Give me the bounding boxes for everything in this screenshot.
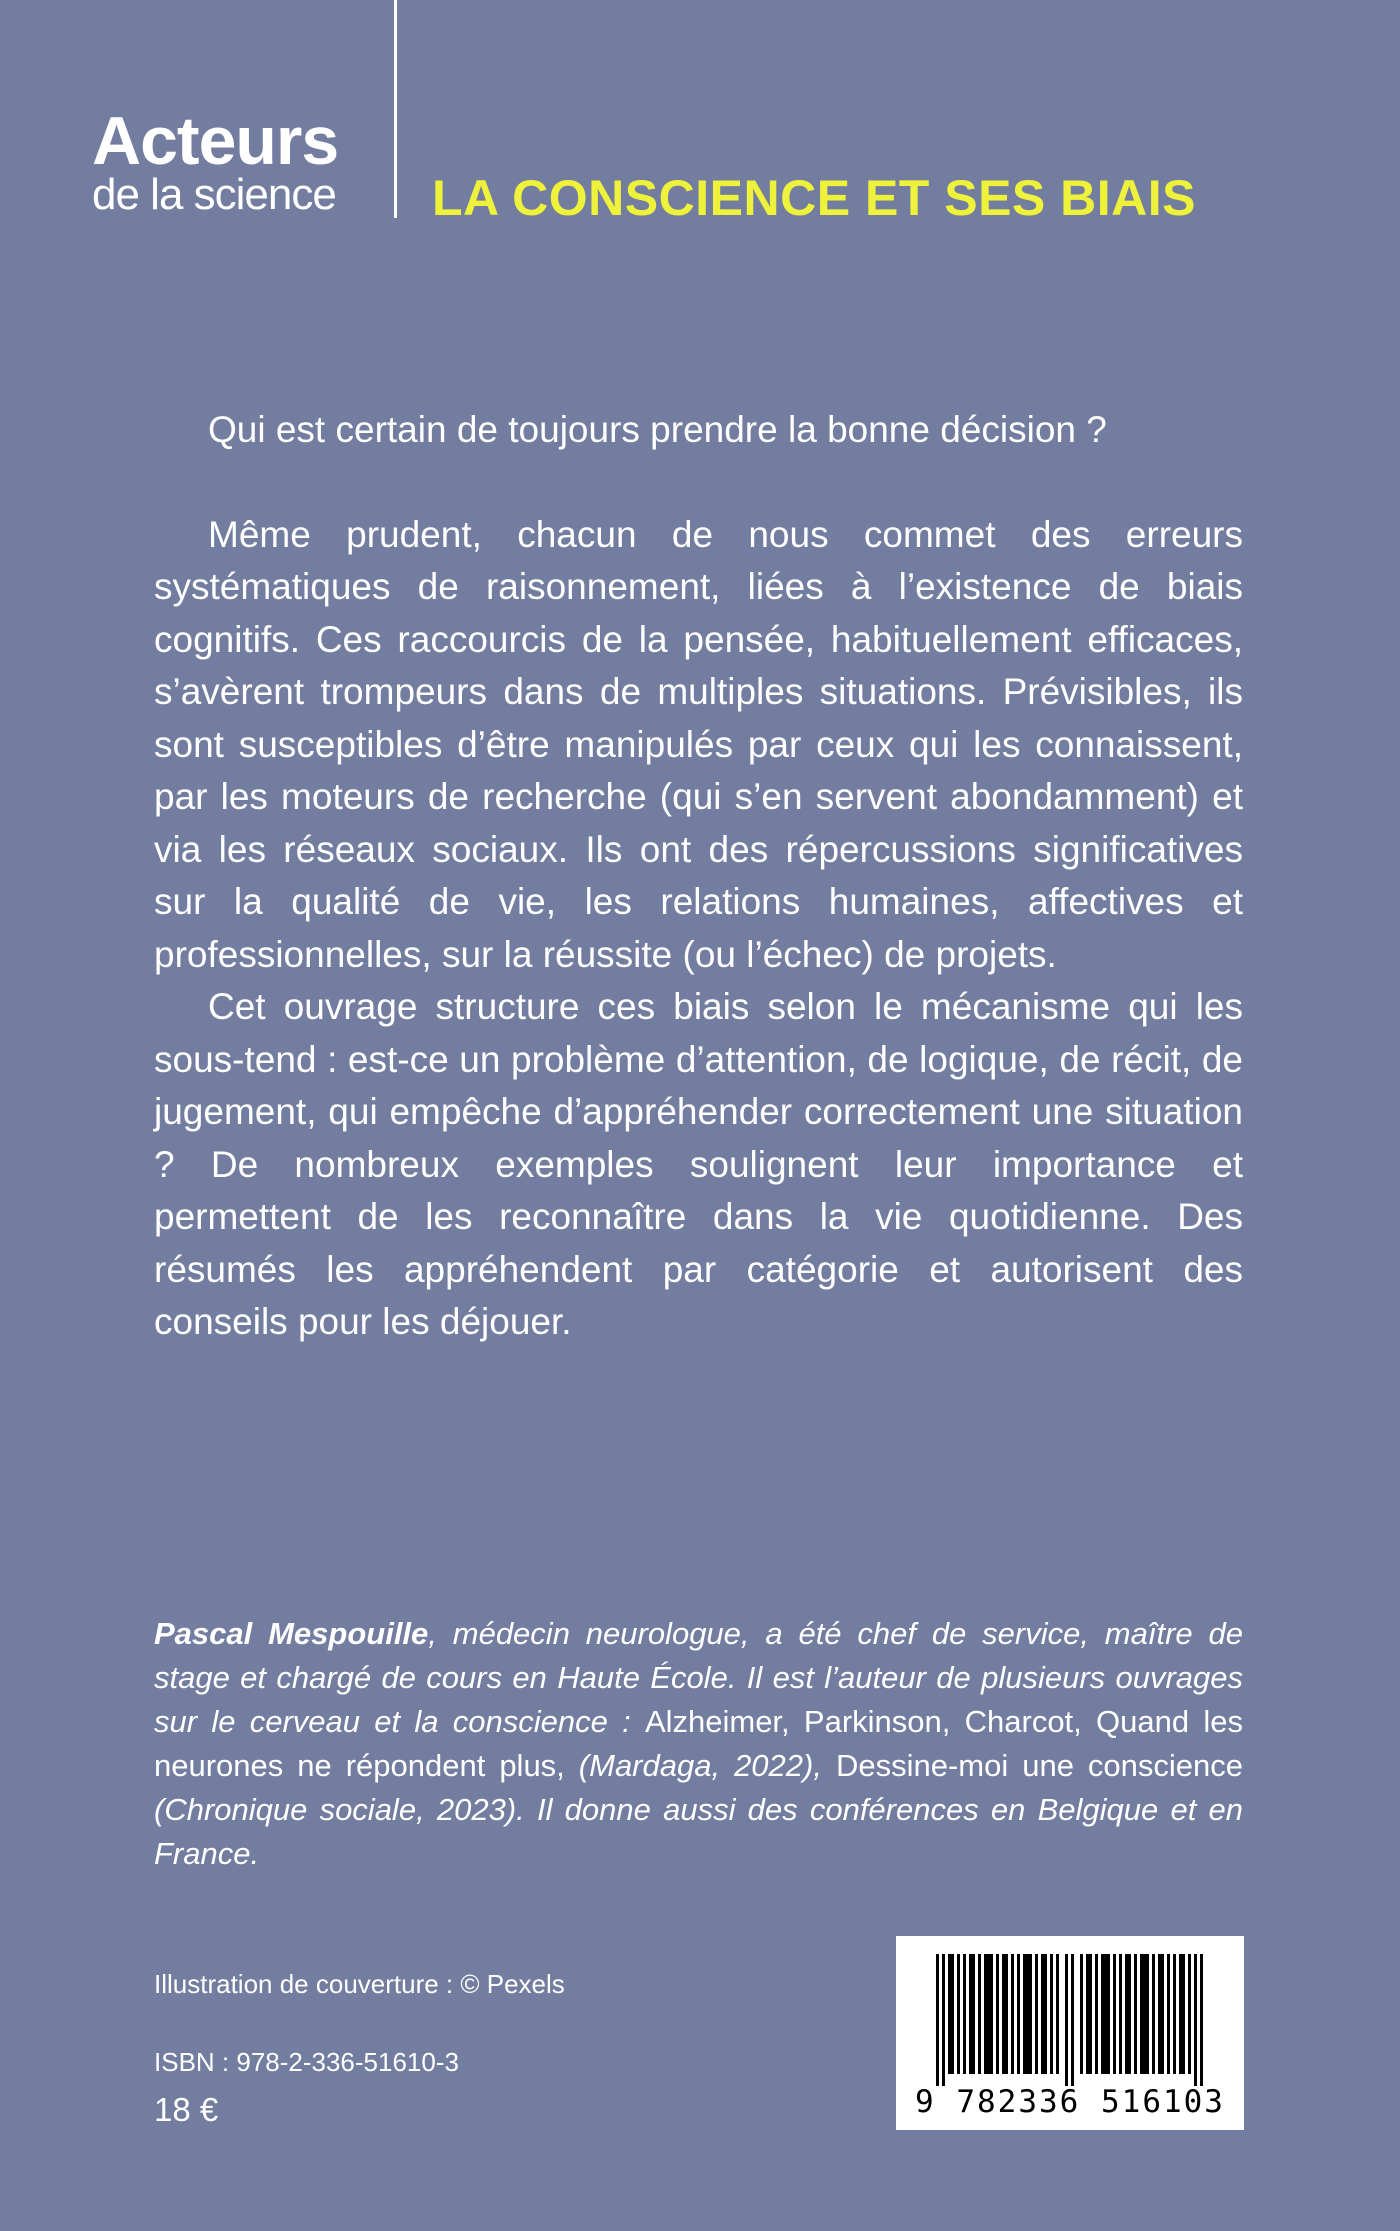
series-subtitle: de la science bbox=[92, 170, 336, 219]
barcode bbox=[896, 1936, 1244, 2130]
barcode-digits: 9 782336 516103 bbox=[915, 2084, 1225, 2120]
author-publisher-1: (Mardaga, 2022), bbox=[564, 1748, 836, 1783]
barcode-bars-icon bbox=[898, 1938, 1242, 2088]
isbn: ISBN : 978-2-336-51610-3 bbox=[154, 2047, 459, 2077]
author-name: Pascal Mespouille bbox=[154, 1616, 429, 1651]
author-bio-2: (Chronique sociale, 2023). Il donne aussi des conférences en Belgique et en France. bbox=[154, 1792, 1243, 1871]
cover-credit: Illustration de couverture : © Pexels bbox=[154, 1969, 565, 1999]
author-bio-1: , médecin neurologue, a été chef de service, maître de stage et chargé de cours en Haute École. Il est l’auteur de plusieurs ouvrages sur le cerveau et la conscience : bbox=[154, 1616, 1243, 1739]
blurb-question: Qui est certain de toujours prendre la bonne décision ? bbox=[208, 409, 1107, 450]
author-book-1: Alzheimer, Parkinson, Charcot, Quand les neurones ne répondent plus, bbox=[154, 1704, 1243, 1783]
author-book-2: Dessine-moi une conscience bbox=[835, 1748, 1244, 1783]
blurb-paragraph-2: Cet ouvrage structure ces biais selon le mécanisme qui les sous-tend : est-ce un problème d’attention, de logique, de récit, de jugement, qui empêche d’appréhender correctement une situation ? De nombreux exemples soulignent leur importance et permettent de les reconnaître dans la vie quotidienne. Des résumés les appréhendent par catégorie et autorisent des conseils pour les déjouer. bbox=[154, 986, 1243, 1342]
header-divider bbox=[394, 0, 397, 218]
blurb bbox=[154, 404, 1243, 1349]
blurb-paragraph-1: Même prudent, chacun de nous commet des erreurs systématiques de raisonnement, liées à l’existence de biais cognitifs. Ces raccourcis de la pensée, habituellement efficaces, s’avèrent trompeurs dans de multiples situations. Prévisibles, ils sont susceptibles d’être manipulés par ceux qui les connaissent, par les moteurs de recherche (qui s’en servent abondamment) et via les réseaux sociaux. Ils ont des répercussions significatives sur la qualité de vie, les relations humaines, affectives et professionnelles, sur la réussite (ou l’échec) de projets. bbox=[154, 513, 1243, 975]
price: 18 € bbox=[154, 2091, 219, 2128]
series-logo bbox=[92, 103, 362, 219]
book-title: LA CONSCIENCE ET SES BIAIS bbox=[432, 170, 1197, 226]
series-title: Acteurs bbox=[92, 103, 339, 179]
author-note bbox=[154, 1612, 1243, 1876]
